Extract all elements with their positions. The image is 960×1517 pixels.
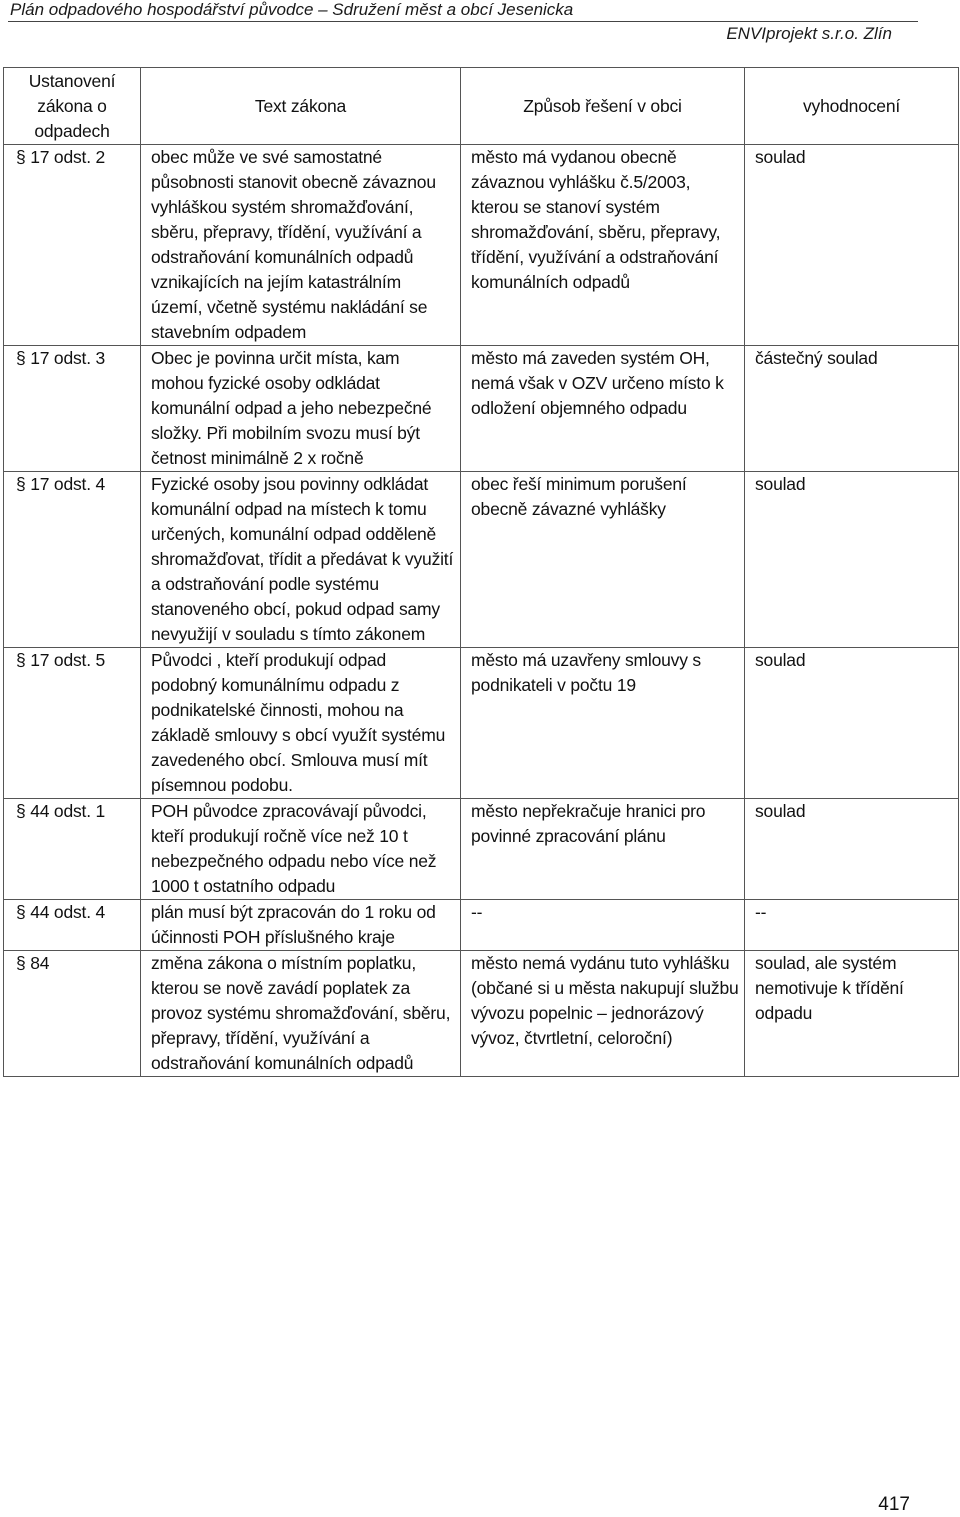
table-row [4, 951, 959, 1077]
solution-cell: -- [461, 900, 745, 951]
evaluation-cell: soulad [745, 648, 959, 799]
solution-cell: město má vydanou obecně závaznou vyhlášku č.5/2003, kterou se stanoví systém shromažďování, sběru, přepravy, třídění, využívání a odstraňování komunálních odpadů [461, 145, 745, 346]
column-header-evaluation: vyhodnocení [745, 68, 959, 145]
law-text-cell: Obec je povinna určit místa, kam mohou fyzické osoby odkládat komunální odpad a jeho nebezpečné složky. Při mobilním svozu musí být četnost minimálně 2 x ročně [141, 346, 461, 472]
column-header-law-text: Text zákona [141, 68, 461, 145]
document-title: Plán odpadového hospodářství původce – Sdružení měst a obcí Jesenicka [10, 0, 574, 19]
section-cell: § 84 [4, 951, 141, 1077]
table-row [4, 472, 959, 648]
evaluation-cell: soulad, ale systém nemotivuje k třídění odpadu [745, 951, 959, 1077]
solution-cell: město nepřekračuje hranici pro povinné zpracování plánu [461, 799, 745, 900]
section-cell: § 44 odst. 4 [4, 900, 141, 951]
evaluation-cell: -- [745, 900, 959, 951]
solution-cell: město má zaveden systém OH, nemá však v OZV určeno místo k odložení objemného odpadu [461, 346, 745, 472]
table-header-row [4, 68, 959, 145]
table-row [4, 648, 959, 799]
law-compliance-table [3, 67, 959, 1077]
section-cell: § 17 odst. 2 [4, 145, 141, 346]
table-row [4, 145, 959, 346]
section-cell: § 44 odst. 1 [4, 799, 141, 900]
header-divider [8, 21, 918, 22]
evaluation-cell: soulad [745, 145, 959, 346]
solution-cell: město nemá vydánu tuto vyhlášku (občané si u města nakupují službu vývozu popelnic – jednorázový vývoz, čtvrtletní, celoroční) [461, 951, 745, 1077]
law-text-cell: obec může ve své samostatné působnosti stanovit obecně závaznou vyhláškou systém shromažďování, sběru, přepravy, třídění, využívání a odstraňování komunálních odpadů vznikajících na jejím katastrálním území, včetně systému nakládání se stavebním odpadem [141, 145, 461, 346]
table-row [4, 900, 959, 951]
solution-cell: město má uzavřeny smlouvy s podnikateli v počtu 19 [461, 648, 745, 799]
law-text-cell: Původci , kteří produkují odpad podobný komunálnímu odpadu z podnikatelské činnosti, mohou na základě smlouvy s obcí využít systému zavedeného obcí. Smlouva musí mít písemnou podobu. [141, 648, 461, 799]
company-name: ENVIprojekt s.r.o. Zlín [726, 24, 892, 43]
page-number: 417 [878, 1494, 910, 1515]
table-row [4, 346, 959, 472]
column-header-solution: Způsob řešení v obci [461, 68, 745, 145]
law-text-cell: POH původce zpracovávají původci, kteří produkují ročně více než 10 t nebezpečného odpadu nebo více než 1000 t ostatního odpadu [141, 799, 461, 900]
table-row [4, 799, 959, 900]
law-text-cell: Fyzické osoby jsou povinny odkládat komunální odpad na místech k tomu určených, komunální odpad odděleně shromažďovat, třídit a předávat k využití a odstraňování podle systému stanoveného obcí, pokud odpad samy nevyužijí v souladu s tímto zákonem [141, 472, 461, 648]
law-text-cell: změna zákona o místním poplatku, kterou se nově zavádí poplatek za provoz systému shromažďování, sběru, přepravy, třídění, využívání a odstraňování komunálních odpadů [141, 951, 461, 1077]
section-cell: § 17 odst. 3 [4, 346, 141, 472]
solution-cell: obec řeší minimum porušení obecně závazné vyhlášky [461, 472, 745, 648]
column-header-section: Ustanovení zákona o odpadech [4, 68, 141, 145]
section-cell: § 17 odst. 4 [4, 472, 141, 648]
evaluation-cell: částečný soulad [745, 346, 959, 472]
section-cell: § 17 odst. 5 [4, 648, 141, 799]
evaluation-cell: soulad [745, 472, 959, 648]
evaluation-cell: soulad [745, 799, 959, 900]
law-text-cell: plán musí být zpracován do 1 roku od účinnosti POH příslušného kraje [141, 900, 461, 951]
